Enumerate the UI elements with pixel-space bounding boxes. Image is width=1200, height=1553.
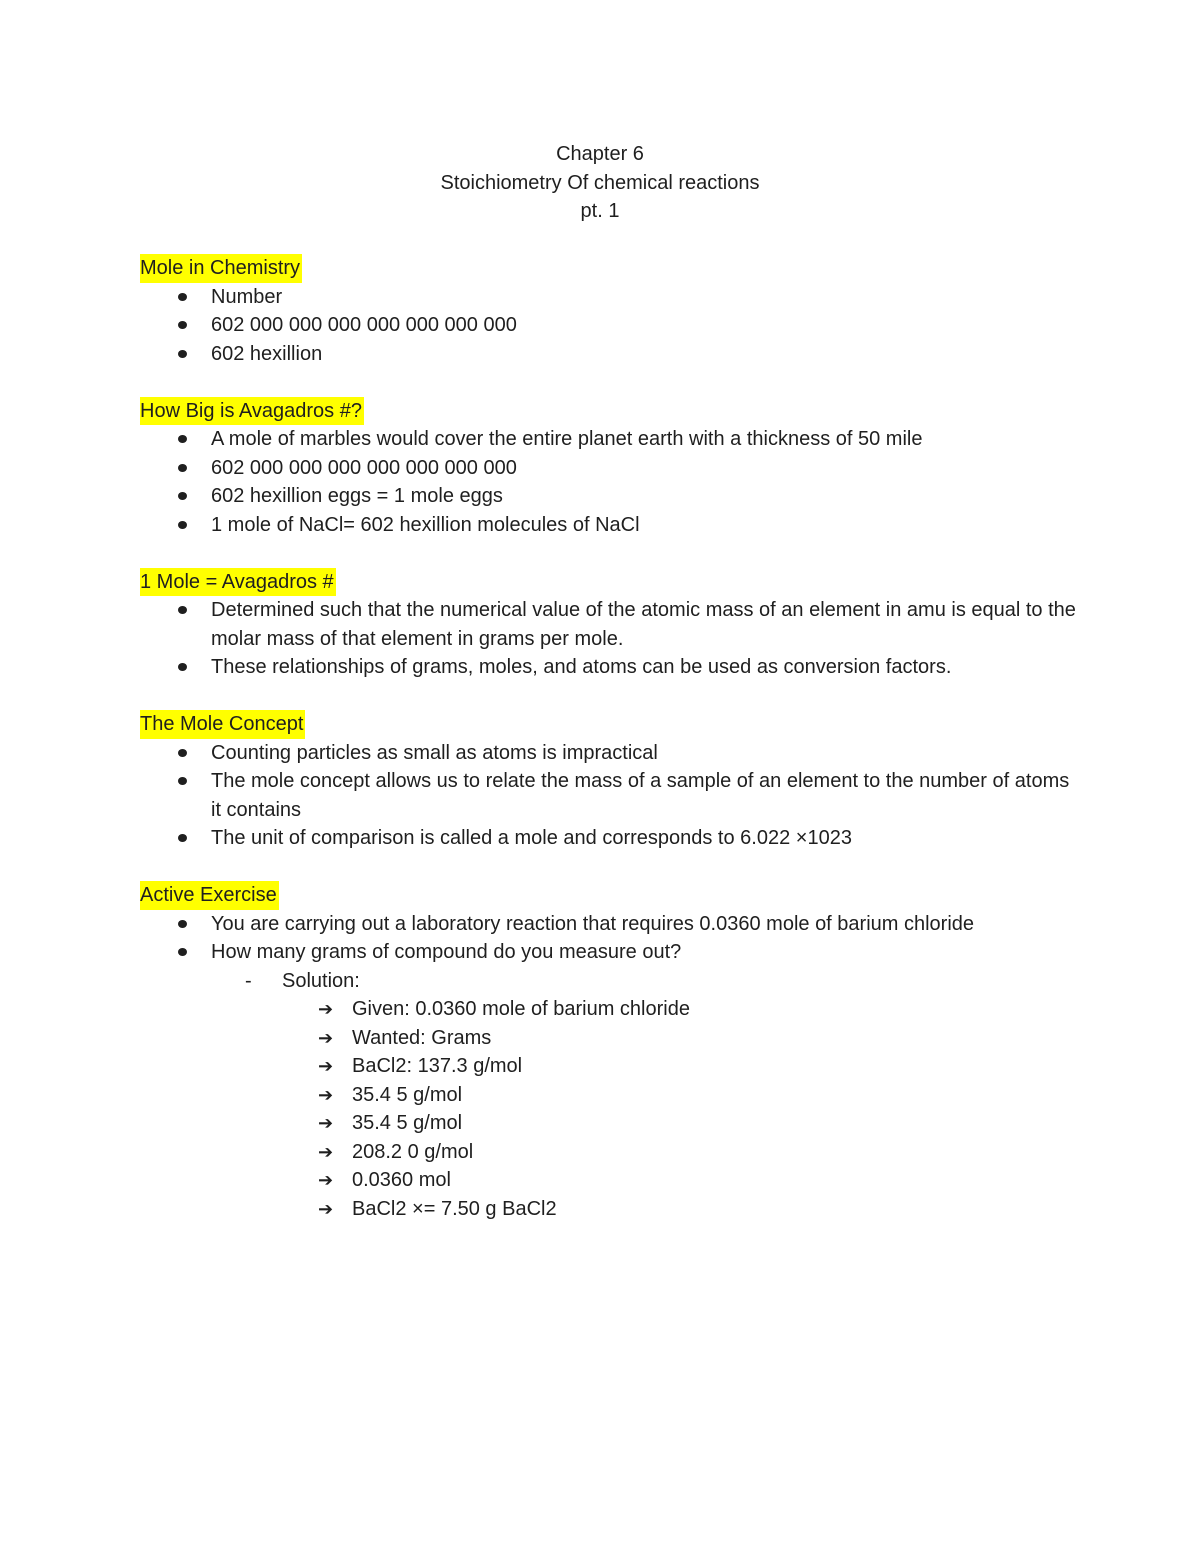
list-item-text: 602 000 000 000 000 000 000 000 [211,456,517,479]
bullet-list [140,283,1080,369]
arrow-icon: ➔ [318,999,334,1019]
arrow-item-text: 0.0360 mol [352,1169,451,1191]
section-active-exercise [140,881,1080,1223]
section-mole-in-chemistry [140,254,1080,368]
list-item-text: 1 mole of NaCl= 602 hexillion molecules of NaCl [211,513,640,536]
part-label: pt. 1 [580,200,620,222]
bullet-icon [178,435,187,443]
arrow-icon: ➔ [318,1113,334,1133]
bullet-list [140,596,1080,682]
chapter-subtitle: Stoichiometry Of chemical reactions [440,171,760,194]
arrow-item-text: BaCl2: 137.3 g/mol [352,1055,523,1077]
section-heading: Active Exercise [140,881,279,910]
bullet-icon [178,834,187,842]
arrow-item [140,995,1080,1024]
solution-item [140,967,1080,996]
arrow-item [140,1109,1080,1138]
list-item-text: These relationships of grams, moles, and atoms can be used as conversion factors. [211,656,952,678]
bullet-icon [178,492,187,500]
list-item [140,283,1080,312]
bullet-icon [178,777,187,785]
title-block [0,140,1200,226]
list-item-text: How many grams of compound do you measure out? [211,941,682,963]
bullet-icon [178,606,187,614]
list-item [140,482,1080,511]
arrow-icon: ➔ [318,1056,334,1076]
list-item-text: The unit of comparison is called a mole and corresponds to 6.022 ×1023 [211,827,852,849]
list-item-text: Determined such that the numerical value of the atomic mass of an element in amu is equal to the molar mass of that element in grams per mole. [211,599,1076,650]
section-heading: Mole in Chemistry [140,254,302,283]
arrow-item-text: 35.4 5 g/mol [352,1083,463,1106]
bullet-icon [178,350,187,358]
arrow-item [140,1052,1080,1081]
list-item [140,910,1080,939]
list-item-text: 602 hexillion eggs = 1 mole eggs [211,485,503,507]
arrow-item [140,1138,1080,1167]
arrow-item-text: BaCl2 ×= 7.50 g BaCl2 [352,1197,557,1220]
bullet-icon [178,920,187,928]
list-item-text: Counting particles as small as atoms is impractical [211,741,658,764]
arrow-item-text: 208.2 0 g/mol [352,1140,474,1163]
arrow-icon: ➔ [318,1170,334,1190]
chapter-title: Chapter 6 [556,143,644,165]
list-item [140,511,1080,540]
list-item [140,596,1080,653]
bullet-icon [178,663,187,671]
solution-label: Solution: [282,969,360,992]
section-one-mole [140,568,1080,682]
list-item [140,454,1080,483]
arrow-item [140,1195,1080,1224]
list-item [140,311,1080,340]
arrow-item-text: Wanted: Grams [352,1026,492,1049]
section-heading: How Big is Avagadros #? [140,397,364,426]
arrow-icon: ➔ [318,1141,334,1162]
dash-icon: - [245,969,252,992]
arrow-icon: ➔ [318,1198,334,1219]
list-item [140,340,1080,369]
bullet-list [140,739,1080,853]
notes-body [140,254,1080,1252]
list-item-text: 602 hexillion [211,342,323,365]
list-item-text: You are carrying out a laboratory reaction that requires 0.0360 mole of barium chloride [211,912,975,935]
arrow-icon: ➔ [318,1084,334,1105]
bullet-icon [178,948,187,956]
arrow-item-text: 35.4 5 g/mol [352,1112,463,1134]
bullet-icon [178,464,187,472]
section-how-big-is-avagadros [140,397,1080,540]
list-item-text: Number [211,285,283,308]
arrow-item [140,1166,1080,1195]
list-item-text: A mole of marbles would cover the entire planet earth with a thickness of 50 mile [211,428,923,450]
bullet-icon [178,293,187,301]
arrow-list [140,995,1080,1223]
section-heading: 1 Mole = Avagadros # [140,568,336,597]
list-item-text: The mole concept allows us to relate the mass of a sample of an element to the number of atoms it contains [211,770,1070,821]
bullet-icon [178,749,187,757]
arrow-item-text: Given: 0.0360 mole of barium chloride [352,998,690,1020]
arrow-item [140,1024,1080,1053]
list-item [140,653,1080,682]
list-item [140,938,1080,967]
list-item [140,767,1080,824]
bullet-list [140,910,1080,967]
section-heading: The Mole Concept [140,710,305,739]
list-item [140,739,1080,768]
arrow-item [140,1081,1080,1110]
list-item-text: 602 000 000 000 000 000 000 000 [211,314,517,336]
bullet-icon [178,321,187,329]
bullet-icon [178,521,187,529]
section-mole-concept [140,710,1080,853]
arrow-icon: ➔ [318,1027,334,1048]
list-item [140,824,1080,853]
bullet-list [140,425,1080,539]
list-item [140,425,1080,454]
